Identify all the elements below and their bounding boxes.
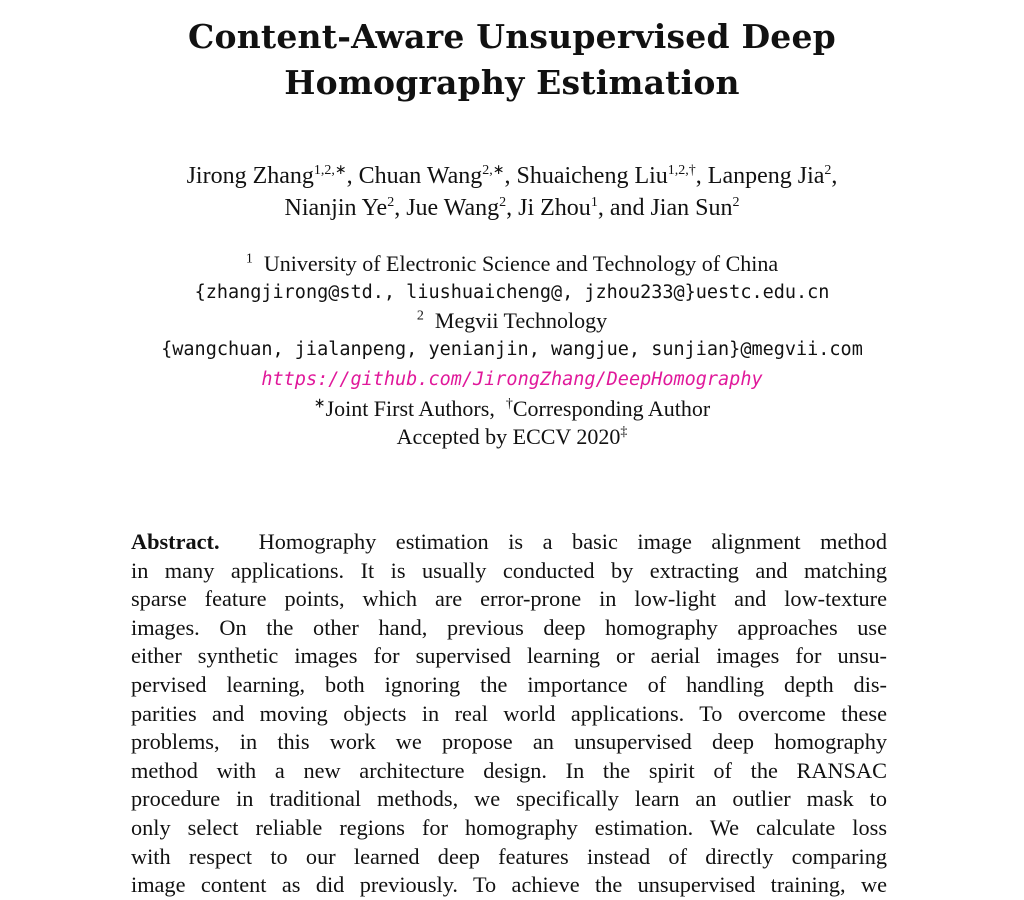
affiliation-name: University of Electronic Science and Technology of China bbox=[263, 251, 779, 276]
abstract-line: with respect to our learned deep features instead of directly comparing bbox=[131, 843, 887, 869]
affiliation-1 bbox=[0, 250, 1024, 279]
acceptance-mark: ‡ bbox=[620, 424, 628, 440]
author-affiliation-mark: 2 bbox=[732, 195, 740, 210]
abstract-line: pervised learning, both ignoring the importance of handling depth dis- bbox=[131, 671, 887, 697]
affiliation-name: Megvii Technology bbox=[434, 308, 608, 333]
acceptance-note bbox=[0, 423, 1024, 452]
abstract-line: in many applications. It is usually conducted by extracting and matching bbox=[131, 557, 887, 583]
abstract-line: problems, in this work we propose an unsupervised deep homography bbox=[131, 729, 887, 755]
paper-title bbox=[0, 14, 1024, 106]
title-line-2: Homography Estimation bbox=[284, 63, 740, 102]
affiliation-mark: 2 bbox=[416, 308, 424, 324]
abstract-line: sparse feature points, which are error-prone in low-light and low-texture bbox=[131, 586, 887, 612]
abstract-line: image content as did previously. To achieve the unsupervised training, we bbox=[131, 872, 887, 898]
joint-first-mark: ∗ bbox=[313, 396, 326, 412]
author-name: Nianjin Ye bbox=[284, 195, 388, 221]
affiliation-2-emails: {wangchuan, jialanpeng, yenianjin, wangjue, sunjian}@megvii.com bbox=[161, 338, 863, 360]
corresponding-mark: † bbox=[505, 396, 513, 412]
author-name: Ji Zhou bbox=[518, 195, 591, 221]
corresponding-note: Corresponding Author bbox=[512, 395, 711, 421]
author-separator: , bbox=[506, 195, 519, 221]
abstract-line: images. On the other hand, previous deep homography approaches use bbox=[131, 614, 887, 640]
author-name: Jian Sun bbox=[650, 195, 733, 221]
abstract-line: only select reliable regions for homography estimation. We calculate loss bbox=[131, 814, 887, 840]
abstract bbox=[131, 528, 887, 900]
author-list bbox=[0, 160, 1024, 224]
author-separator: , bbox=[695, 163, 708, 189]
author-affiliation-mark: 2 bbox=[824, 163, 832, 178]
joint-first-note: Joint First Authors, bbox=[325, 395, 495, 421]
author-name: Lanpeng Jia bbox=[707, 163, 825, 189]
abstract-line: parities and moving objects in real world applications. To overcome these bbox=[131, 700, 887, 726]
abstract-line: either synthetic images for supervised learning or aerial images for unsu- bbox=[131, 643, 887, 669]
author-name: Shuaicheng Liu bbox=[516, 163, 668, 189]
author-name: Jirong Zhang bbox=[186, 163, 314, 189]
author-separator: , bbox=[346, 163, 359, 189]
author-separator: , and bbox=[597, 195, 651, 221]
author-affiliation-mark: 1 bbox=[590, 195, 598, 210]
author-line-1 bbox=[0, 160, 1024, 192]
abstract-text: Homography estimation is a basic image alignment method bbox=[258, 529, 887, 554]
code-link-line bbox=[0, 364, 1024, 395]
affiliation-1-emails: {zhangjirong@std., liushuaicheng@, jzhou233@}uestc.edu.cn bbox=[194, 281, 830, 303]
acceptance-text: Accepted by ECCV 2020 bbox=[396, 424, 621, 449]
abstract-line bbox=[131, 528, 887, 557]
author-separator: , bbox=[831, 163, 838, 189]
affiliation-mark: 1 bbox=[245, 251, 253, 267]
affiliation-block bbox=[0, 250, 1024, 452]
abstract-line: procedure in traditional methods, we specifically learn an outlier mask to bbox=[131, 786, 887, 812]
abstract-line: method with a new architecture design. In the spirit of the RANSAC bbox=[131, 757, 887, 783]
author-affiliation-mark: 2 bbox=[499, 195, 507, 210]
author-affiliation-mark: 1,2,† bbox=[667, 163, 696, 178]
author-notes bbox=[0, 395, 1024, 424]
author-affiliation-mark: 2,∗ bbox=[482, 163, 505, 178]
author-line-2 bbox=[0, 192, 1024, 224]
github-link[interactable]: https://github.com/JirongZhang/DeepHomography bbox=[261, 369, 763, 390]
title-line-1: Content-Aware Unsupervised Deep bbox=[188, 17, 836, 56]
abstract-label: Abstract. bbox=[131, 529, 220, 554]
author-separator: , bbox=[504, 163, 517, 189]
author-affiliation-mark: 2 bbox=[387, 195, 395, 210]
affiliation-2 bbox=[0, 307, 1024, 336]
author-name: Chuan Wang bbox=[358, 163, 483, 189]
author-separator: , bbox=[394, 195, 407, 221]
author-name: Jue Wang bbox=[406, 195, 500, 221]
author-affiliation-mark: 1,2,∗ bbox=[313, 163, 347, 178]
